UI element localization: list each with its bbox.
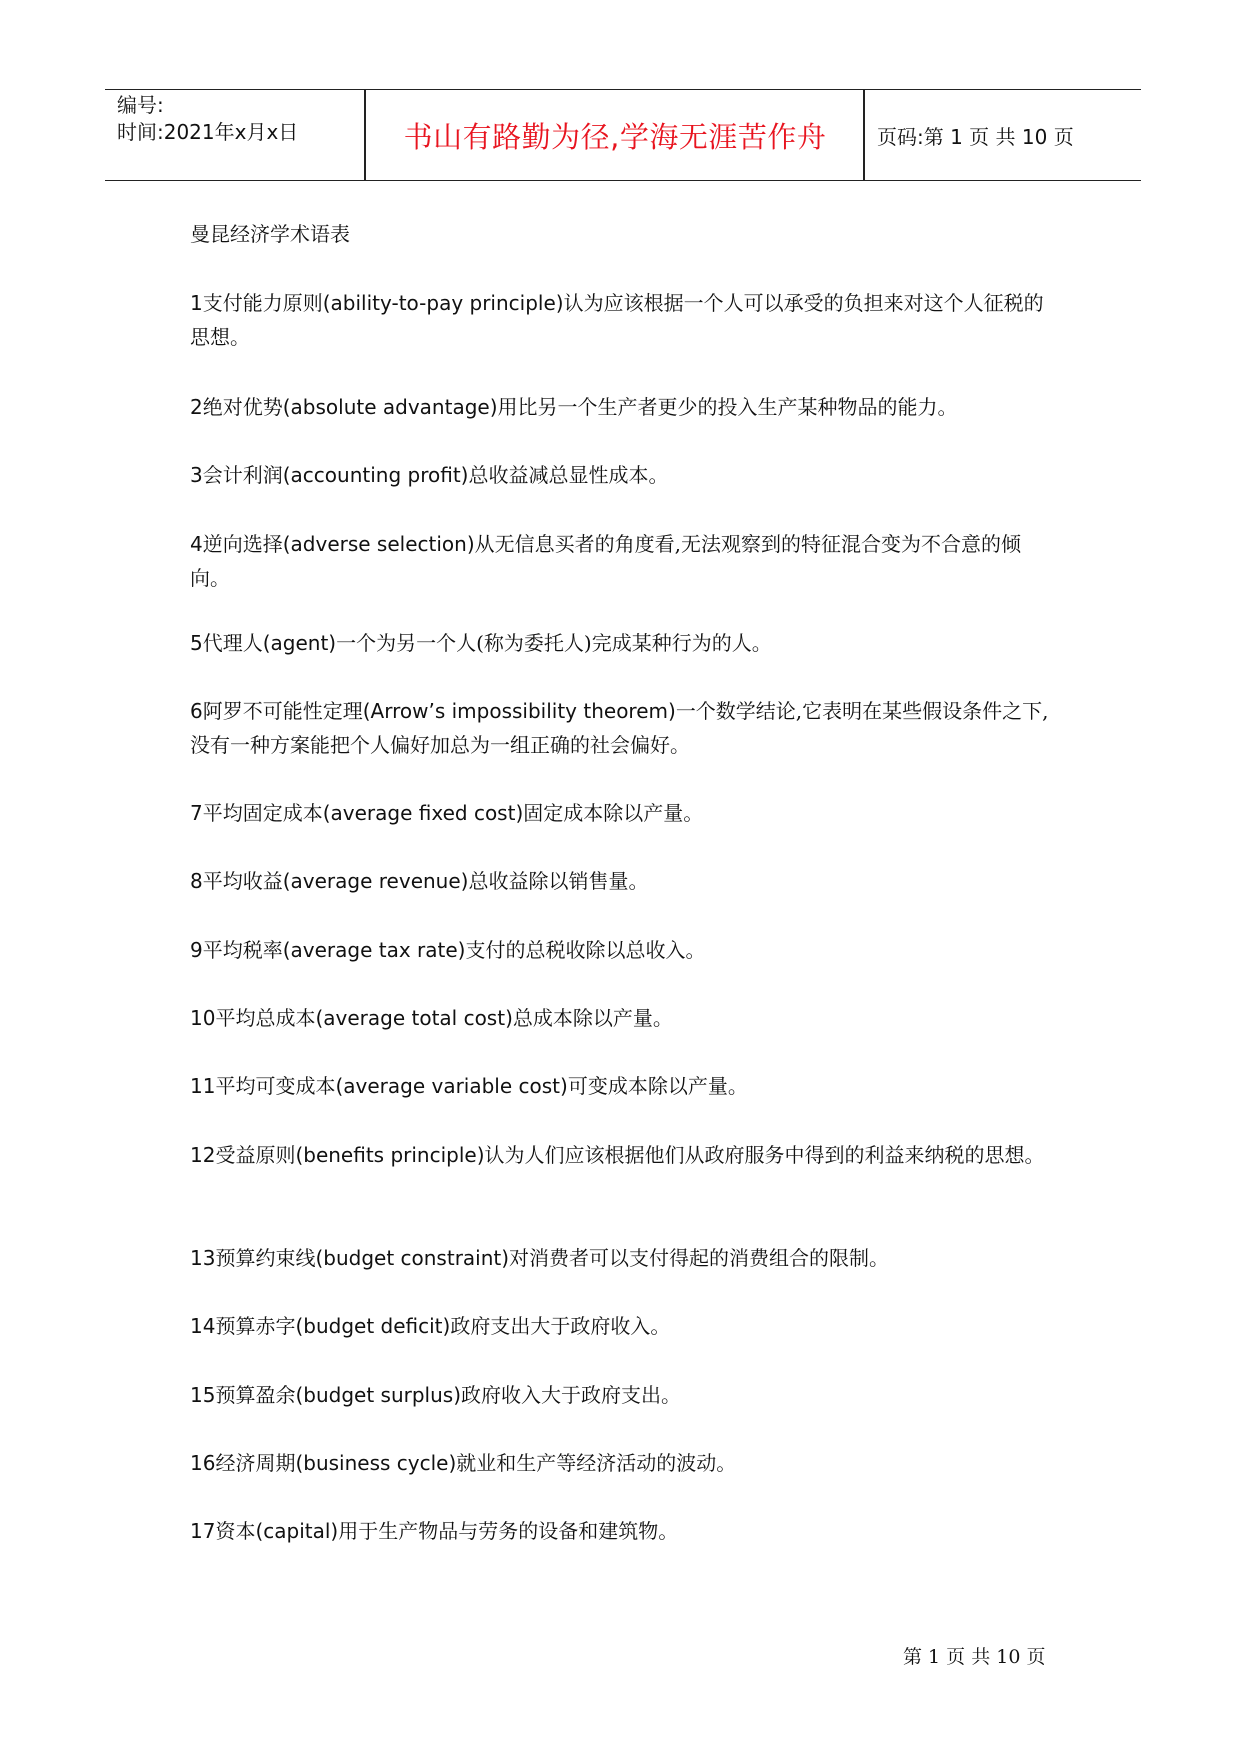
entry-number: 15	[190, 1383, 216, 1407]
glossary-entry	[190, 1309, 1060, 1343]
entry-term-zh: 受益原则	[215, 1143, 296, 1167]
entry-term-zh: 阿罗不可能性定理	[202, 699, 363, 723]
entry-definition: 认为人们应该根据他们从政府服务中得到的利益来纳税的思想。	[484, 1143, 1045, 1167]
glossary-entry	[190, 933, 1060, 967]
entry-term-zh: 预算盈余	[215, 1383, 296, 1407]
entry-number: 14	[190, 1314, 216, 1338]
entry-definition: 就业和生产等经济活动的波动。	[456, 1451, 737, 1475]
entry-term-en: (business cycle)	[295, 1451, 457, 1475]
entry-term-zh: 平均税率	[202, 938, 283, 962]
entry-term-zh: 会计利润	[202, 463, 283, 487]
entry-term-en: (average tax rate)	[282, 938, 466, 962]
glossary-entry	[190, 1378, 1060, 1412]
header-divider	[364, 90, 366, 180]
header-motto: 书山有路勤为径,学海无涯苦作舟	[403, 119, 827, 154]
entry-term-en: (accounting profit)	[282, 463, 469, 487]
entry-term-zh: 平均固定成本	[202, 801, 323, 825]
entry-term-en: (benefits principle)	[295, 1143, 485, 1167]
entry-term-zh: 绝对优势	[202, 395, 283, 419]
glossary-entry	[190, 286, 1060, 354]
entry-number: 1	[190, 291, 203, 315]
entry-definition: 可变成本除以产量。	[567, 1074, 748, 1098]
entry-definition: 总收益除以销售量。	[468, 869, 649, 893]
entry-term-en: (ability-to-pay principle)	[322, 291, 564, 315]
entry-term-zh: 平均可变成本	[215, 1074, 336, 1098]
glossary-entry	[190, 1138, 1060, 1172]
time-label: 时间:2021年x月x日	[117, 120, 299, 144]
entry-term-en: (average variable cost)	[335, 1074, 568, 1098]
entry-number: 13	[190, 1246, 216, 1270]
glossary-entry	[190, 694, 1060, 762]
glossary-entry	[190, 527, 1060, 595]
glossary-entry	[190, 1241, 1060, 1275]
entry-term-zh: 支付能力原则	[202, 291, 323, 315]
entry-term-en: (average fixed cost)	[322, 801, 524, 825]
entry-number: 8	[190, 869, 203, 893]
entry-term-en: (average total cost)	[315, 1006, 513, 1030]
entry-definition: 政府收入大于政府支出。	[461, 1383, 681, 1407]
entry-definition: 政府支出大于政府收入。	[450, 1314, 671, 1338]
entry-term-en: (adverse selection)	[282, 532, 475, 556]
entry-definition: 总收益减总显性成本。	[468, 463, 669, 487]
entry-number: 4	[190, 532, 203, 556]
entry-number: 10	[190, 1006, 216, 1030]
glossary-entry	[190, 796, 1060, 830]
entry-definition: 对消费者可以支付得起的消费组合的限制。	[509, 1246, 890, 1270]
entry-term-zh: 逆向选择	[202, 532, 283, 556]
header-page-info: 页码:第 1 页 共 10 页	[877, 124, 1074, 149]
glossary-entry	[190, 458, 1060, 492]
page-header	[105, 89, 1141, 181]
entry-term-zh: 预算赤字	[215, 1314, 296, 1338]
entry-term-zh: 平均总成本	[215, 1006, 316, 1030]
glossary-entry	[190, 390, 1060, 424]
glossary-entry	[190, 1446, 1060, 1480]
entry-definition: 总成本除以产量。	[512, 1006, 673, 1030]
entry-term-en: (Arrow’s impossibility theorem)	[362, 699, 676, 723]
entry-definition: 从无信息买者的角度看,无法观察到的特征混合变为不合意的倾向。	[190, 532, 1021, 590]
serial-label: 编号:	[117, 93, 164, 117]
entry-number: 12	[190, 1143, 216, 1167]
entry-term-zh: 经济周期	[215, 1451, 296, 1475]
entry-term-en: (agent)	[262, 631, 337, 655]
entry-definition: 固定成本除以产量。	[523, 801, 704, 825]
entry-definition: 一个数学结论,它表明在某些假设条件之下,没有一种方案能把个人偏好加总为一组正确的社会偏好。	[190, 699, 1049, 757]
page-footer: 第 1 页 共 10 页	[903, 1646, 1046, 1668]
header-meta	[117, 92, 298, 146]
entry-term-en: (capital)	[255, 1519, 339, 1543]
document-title: 曼昆经济学术语表	[190, 222, 350, 246]
header-divider	[863, 90, 865, 180]
glossary-entry	[190, 1069, 1060, 1103]
entry-definition: 认为应该根据一个人可以承受的负担来对这个人征税的思想。	[190, 291, 1044, 349]
entry-number: 6	[190, 699, 203, 723]
entry-term-zh: 代理人	[202, 631, 263, 655]
entry-definition: 用比另一个生产者更少的投入生产某种物品的能力。	[497, 395, 958, 419]
glossary-entry	[190, 1001, 1060, 1035]
entry-term-zh: 预算约束线	[215, 1246, 316, 1270]
entry-number: 7	[190, 801, 203, 825]
entry-number: 5	[190, 631, 203, 655]
entry-term-en: (absolute advantage)	[282, 395, 498, 419]
entry-term-en: (average revenue)	[282, 869, 469, 893]
glossary-entry	[190, 864, 1060, 898]
glossary-entry	[190, 626, 1060, 660]
entry-term-en: (budget deficit)	[295, 1314, 451, 1338]
glossary-entry	[190, 1514, 1060, 1548]
entry-number: 16	[190, 1451, 216, 1475]
entry-number: 9	[190, 938, 203, 962]
entry-term-zh: 平均收益	[202, 869, 283, 893]
entry-definition: 用于生产物品与劳务的设备和建筑物。	[338, 1519, 679, 1543]
entry-number: 17	[190, 1519, 216, 1543]
entry-number: 2	[190, 395, 203, 419]
entry-definition: 支付的总税收除以总收入。	[465, 938, 706, 962]
entry-term-en: (budget surplus)	[295, 1383, 461, 1407]
entry-definition: 一个为另一个人(称为委托人)完成某种行为的人。	[336, 631, 772, 655]
entry-number: 11	[190, 1074, 216, 1098]
entry-number: 3	[190, 463, 203, 487]
entry-term-zh: 资本	[215, 1519, 256, 1543]
entry-term-en: (budget constraint)	[315, 1246, 510, 1270]
